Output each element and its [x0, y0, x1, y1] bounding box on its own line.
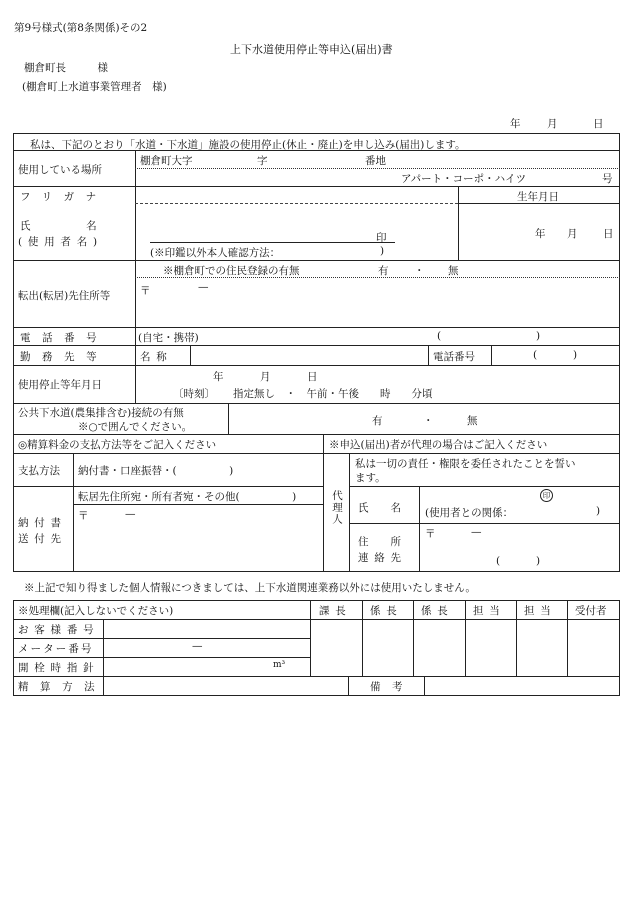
agent-contact-close: ) — [536, 555, 541, 567]
date-year-label: 年 — [510, 118, 521, 130]
stamp-staff-1: 担当 — [473, 605, 506, 617]
send-postal-dash: — — [125, 508, 136, 520]
moving-postal-mark: 〒 — [140, 285, 151, 297]
moving-postal-dash: — — [198, 281, 209, 293]
agent-address-label: 住 所 — [358, 536, 407, 548]
location-town-input[interactable] — [190, 153, 254, 166]
meter-reading-label: 開栓時指針 — [18, 662, 100, 674]
send-options[interactable]: 転居先住所宛・所有者宛・その他( ) — [78, 491, 297, 503]
send-address-input[interactable] — [78, 530, 322, 543]
agent-relation-close: ) — [596, 505, 601, 517]
resident-registration-question: ※棚倉町での住民登録の有無 — [163, 265, 300, 277]
meter-number-label: メーター番号 — [18, 643, 94, 655]
location-aza: 字 — [257, 155, 268, 167]
agent-side-label: 代理人 — [331, 490, 343, 525]
birthdate-label: 生年月日 — [517, 191, 559, 203]
form-title: 上下水道使用停止等申込(届出)書 — [230, 43, 393, 56]
agent-postal-dash: — — [471, 526, 482, 538]
delegation-line-1: 私は一切の責任・権限を委任されたことを誓い — [355, 458, 576, 470]
settlement-label: 精算方法 — [18, 681, 107, 693]
agent-contact-open: ( — [496, 555, 501, 567]
work-phone-open: ( — [533, 349, 538, 361]
agent-name-input[interactable] — [425, 486, 529, 499]
office-heading: ※処理欄(記入しないでください) — [18, 605, 174, 617]
work-name-input[interactable] — [196, 349, 425, 362]
agent-heading: ※申込(届出)者が代理の場合はご記入ください — [329, 439, 548, 451]
addressee-manager: (棚倉町上水道事業管理者 様) — [22, 81, 167, 93]
date-month-label: 月 — [547, 118, 558, 130]
intro-statement: 私は、下記のとおり「水道・下水道」施設の使用停止(休止・廃止)を申し込み(届出)します。 — [30, 139, 466, 151]
phone-open: ( — [437, 330, 442, 342]
sewer-yes[interactable]: 有 — [372, 415, 383, 427]
furigana-label: フリガナ — [20, 191, 108, 203]
meter-number-dash: — — [192, 640, 203, 652]
name-label: 氏 名 — [20, 220, 109, 232]
location-town: 棚倉町大字 — [140, 155, 193, 167]
payment-heading: ◎精算料金の支払方法等をご記入ください — [18, 439, 217, 451]
sewer-label: 公共下水道(農集排含む)接続の有無 — [18, 407, 184, 419]
name-seal: 印 — [376, 232, 387, 244]
stamp-receptionist: 受付者 — [575, 605, 607, 617]
agent-postal-mark: 〒 — [425, 528, 436, 540]
sewer-no[interactable]: 無 — [467, 415, 478, 427]
stamp-staff-2: 担当 — [524, 605, 557, 617]
resident-separator: ・ — [414, 265, 425, 277]
customer-number-label: お客様番号 — [18, 624, 100, 636]
work-phone-close: ) — [573, 349, 578, 361]
meter-reading-unit: m³ — [273, 660, 286, 670]
phone-close: ) — [536, 330, 541, 342]
birth-day: 日 — [603, 228, 614, 240]
location-go: 号 — [602, 173, 613, 185]
stop-time-label: 〔時刻〕 — [173, 388, 215, 400]
resident-no[interactable]: 無 — [448, 265, 459, 277]
privacy-notice: ※上記で知り得ました個人情報につきましては、上下水道関連業務以外には使用いたしません。 — [24, 582, 476, 594]
location-label: 使用している場所 — [18, 164, 102, 176]
work-label: 勤務先等 — [20, 351, 109, 363]
location-banchi: 番地 — [365, 155, 386, 167]
payment-method-label: 支払方法 — [18, 465, 60, 477]
payment-method-options[interactable]: 納付書・口座振替・( ) — [78, 465, 234, 477]
agent-relation-label: (使用者との関係： — [425, 507, 514, 519]
sewer-separator: ・ — [423, 415, 434, 427]
birth-year: 年 — [535, 228, 546, 240]
location-apartment: アパート・コーポ・ハイツ — [401, 173, 527, 185]
furigana-input[interactable] — [140, 189, 454, 202]
phone-label: 電話番号 — [20, 332, 109, 344]
agent-contact-label: 連絡先 — [358, 552, 407, 564]
send-postal-mark: 〒 — [78, 510, 89, 522]
agent-seal-stamp: 印 — [540, 489, 553, 502]
phone-input[interactable] — [445, 330, 537, 343]
stamp-subsection-chief-1: 係長 — [370, 605, 403, 617]
stop-day: 日 — [307, 371, 318, 383]
birth-month: 月 — [567, 228, 578, 240]
send-label-2: 送付先 — [18, 533, 67, 545]
name-input[interactable] — [150, 222, 374, 235]
sewer-instruction: ※○で囲んでください。 — [78, 421, 193, 433]
agent-name-label: 氏 名 — [358, 502, 407, 514]
moving-address-input[interactable] — [140, 300, 614, 313]
id-method-label: (※印鑑以外本人確認方法： — [150, 247, 281, 259]
stop-month: 月 — [260, 371, 271, 383]
stop-time-options[interactable]: 指定無し ・ 午前・午後 時 分頃 — [233, 388, 433, 400]
form-number: 第9号様式(第8条関係)その2 — [14, 22, 148, 34]
work-name-label: 名称 — [140, 351, 173, 363]
stamp-subsection-chief-2: 係長 — [421, 605, 454, 617]
id-method-close: ) — [380, 245, 385, 257]
notes-label: 備考 — [370, 681, 415, 693]
delegation-line-2: ます。 — [355, 472, 386, 484]
work-phone-label: 電話番号 — [433, 351, 475, 363]
addressee-mayor: 棚倉町長 様 — [24, 62, 108, 74]
phone-kind: (自宅・携帯) — [138, 332, 199, 344]
user-name-label: (使用者名) — [18, 236, 103, 248]
stop-date-label: 使用停止等年月日 — [18, 379, 102, 391]
date-day-label: 日 — [593, 118, 604, 130]
stamp-section-chief: 課長 — [319, 605, 352, 617]
stop-year: 年 — [213, 371, 224, 383]
moving-address-label: 転出(転居)先住所等 — [18, 290, 111, 302]
send-label-1: 納付書 — [18, 517, 67, 529]
resident-yes[interactable]: 有 — [378, 265, 389, 277]
